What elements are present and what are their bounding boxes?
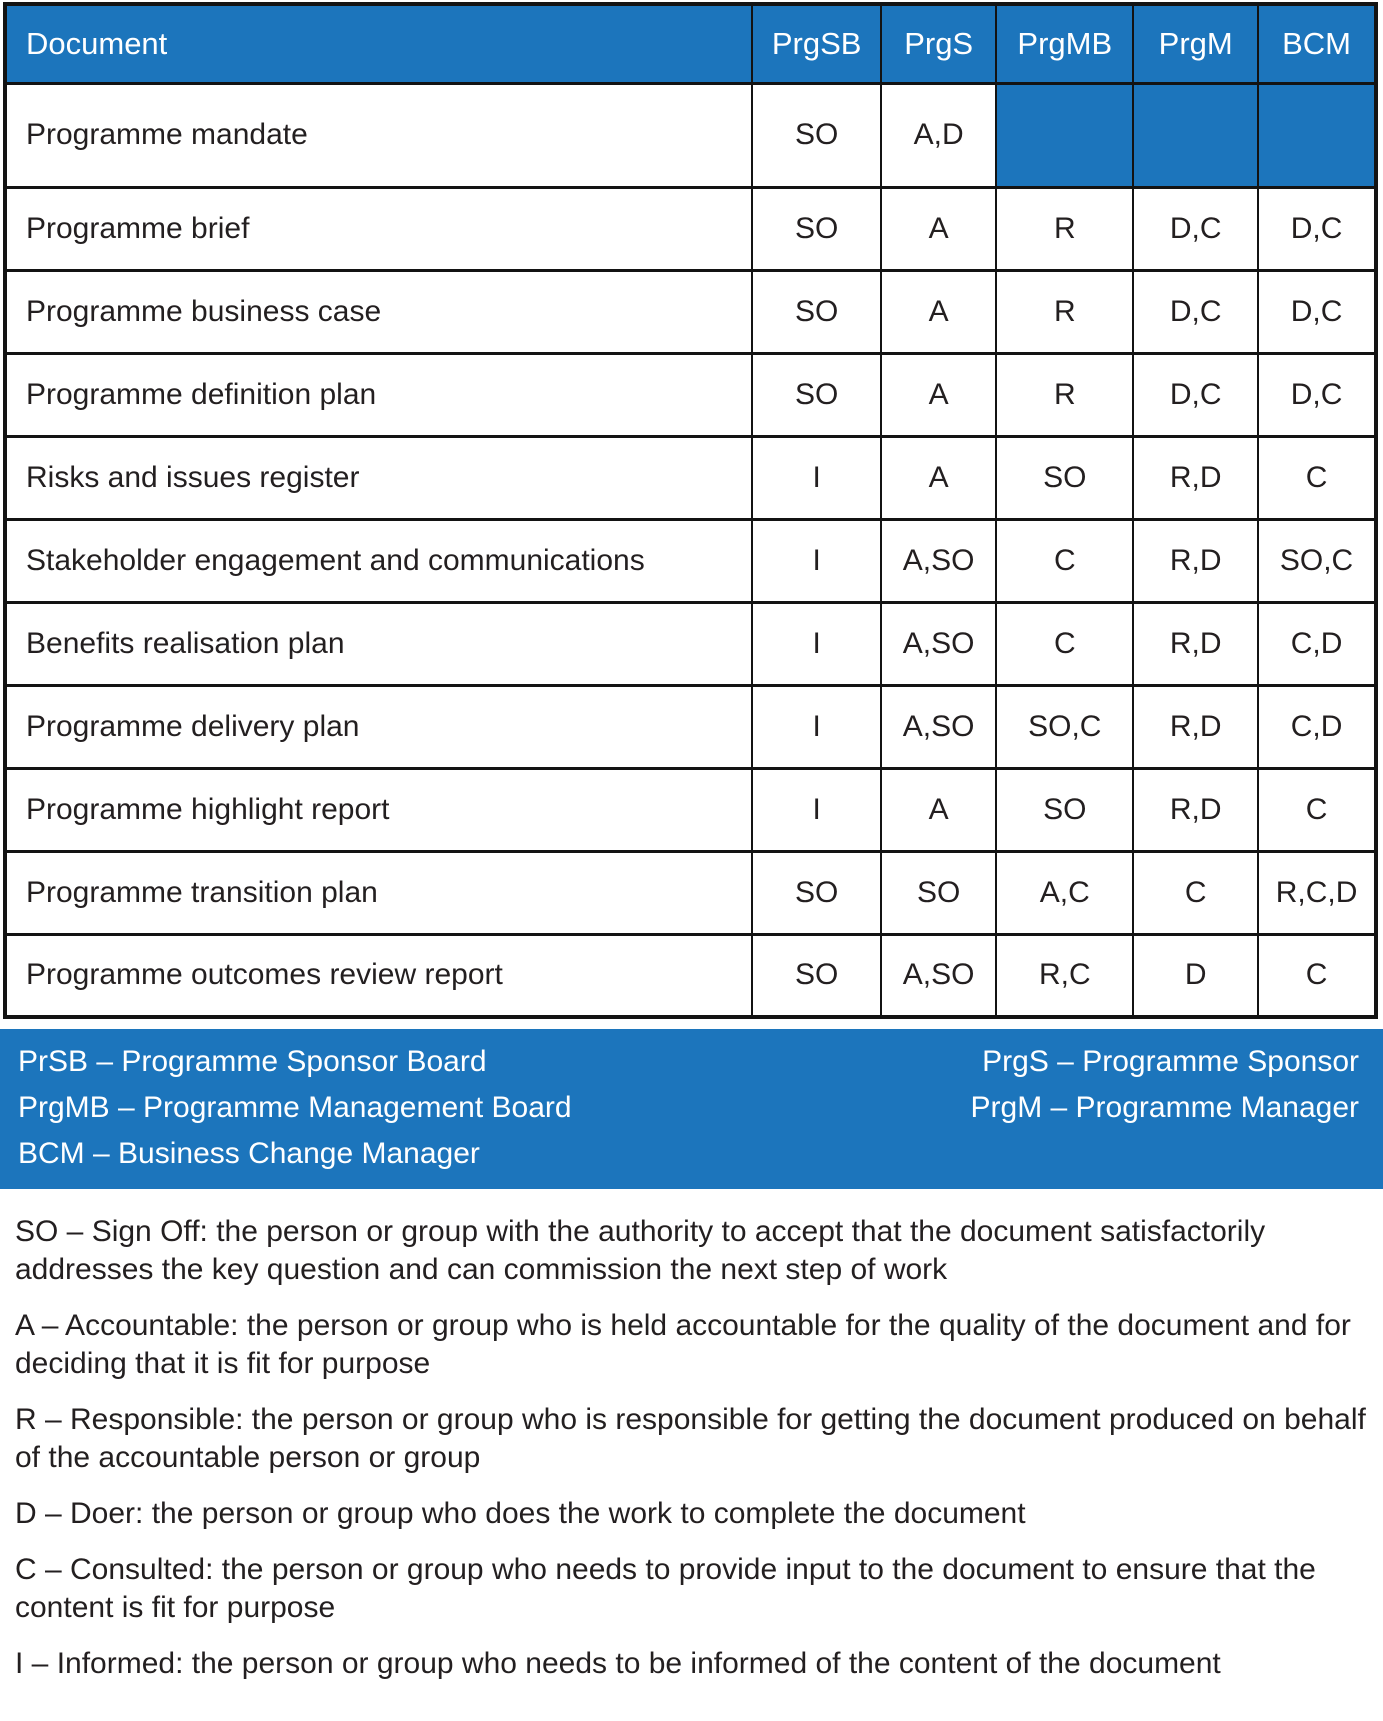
column-header-2: PrgS (881, 4, 996, 83)
filled-cell (1258, 83, 1376, 187)
raci-cell: D,C (1133, 187, 1258, 270)
definition-paragraph: D – Doer: the person or group who does the work to complete the document (15, 1497, 1026, 1530)
raci-cell: R,C,D (1258, 851, 1376, 934)
raci-cell: D,C (1258, 187, 1376, 270)
column-header-3: PrgMB (996, 4, 1133, 83)
raci-cell: C (1258, 768, 1376, 851)
column-header-5: BCM (1258, 4, 1376, 83)
table-row (5, 934, 1376, 1017)
raci-cell: C,D (1258, 602, 1376, 685)
raci-cell: SO,C (996, 685, 1133, 768)
document-cell: Programme outcomes review report (5, 934, 752, 1017)
raci-cell: C (996, 519, 1133, 602)
raci-cell: A (881, 270, 996, 353)
raci-cell: A,SO (881, 519, 996, 602)
raci-cell: I (752, 685, 881, 768)
raci-cell: D,C (1258, 270, 1376, 353)
raci-cell: SO (752, 851, 881, 934)
definition-paragraph: SO – Sign Off: the person or group with the authority to accept that the document satisfactorily addresses the key question and can commission the next step of work (15, 1215, 1266, 1286)
raci-cell: R (996, 270, 1133, 353)
raci-cell: R,D (1133, 685, 1258, 768)
raci-cell: A (881, 187, 996, 270)
column-header-1: PrgSB (752, 4, 881, 83)
raci-cell: SO (881, 851, 996, 934)
table-row (5, 602, 1376, 685)
raci-cell: I (752, 768, 881, 851)
raci-cell: R,D (1133, 602, 1258, 685)
table-row (5, 768, 1376, 851)
raci-cell: D,C (1258, 353, 1376, 436)
table-row (5, 83, 1376, 187)
table-row (5, 187, 1376, 270)
raci-cell: D,C (1133, 353, 1258, 436)
filled-cell (1133, 83, 1258, 187)
raci-cell: R (996, 353, 1133, 436)
definition-paragraph: I – Informed: the person or group who needs to be informed of the content of the document (15, 1647, 1221, 1680)
legend-item: BCM – Business Change Manager (18, 1137, 480, 1170)
document-cell: Programme business case (5, 270, 752, 353)
table-body (5, 83, 1376, 1017)
table-row (5, 685, 1376, 768)
raci-cell: A (881, 436, 996, 519)
document-cell: Programme transition plan (5, 851, 752, 934)
raci-cell: A,D (881, 83, 996, 187)
column-header-4: PrgM (1133, 4, 1258, 83)
legend-box (0, 1029, 1383, 1189)
raci-cell: R,D (1133, 519, 1258, 602)
raci-cell: SO (996, 436, 1133, 519)
raci-cell: SO (752, 187, 881, 270)
raci-cell: SO (996, 768, 1133, 851)
document-cell: Programme highlight report (5, 768, 752, 851)
raci-cell: A,SO (881, 934, 996, 1017)
column-header-0: Document (5, 4, 752, 83)
document-cell: Programme definition plan (5, 353, 752, 436)
raci-cell: SO (752, 353, 881, 436)
table-row (5, 519, 1376, 602)
header-row (5, 4, 1376, 83)
filled-cell (996, 83, 1133, 187)
legend-left-column (18, 1039, 572, 1177)
raci-cell: I (752, 602, 881, 685)
document-cell: Programme delivery plan (5, 685, 752, 768)
raci-cell: SO,C (1258, 519, 1376, 602)
raci-cell: C (1258, 934, 1376, 1017)
raci-cell: SO (752, 83, 881, 187)
legend-right-column (971, 1039, 1359, 1177)
document-cell: Risks and issues register (5, 436, 752, 519)
raci-cell: R,D (1133, 436, 1258, 519)
raci-cell: SO (752, 934, 881, 1017)
table-row (5, 353, 1376, 436)
raci-cell: A (881, 353, 996, 436)
document-cell: Programme mandate (5, 83, 752, 187)
raci-cell: A,C (996, 851, 1133, 934)
raci-cell: R (996, 187, 1133, 270)
raci-cell: A (881, 768, 996, 851)
table-row (5, 436, 1376, 519)
raci-cell: A,SO (881, 685, 996, 768)
table-header (5, 4, 1376, 83)
raci-cell: SO (752, 270, 881, 353)
raci-cell: D,C (1133, 270, 1258, 353)
definition-paragraph: C – Consulted: the person or group who needs to provide input to the document to ensure that the content is fit for purpose (15, 1553, 1316, 1624)
legend-item: PrSB – Programme Sponsor Board (18, 1045, 487, 1078)
raci-cell: C (996, 602, 1133, 685)
definitions-section (0, 1189, 1383, 1683)
raci-cell: C (1133, 851, 1258, 934)
raci-cell: D (1133, 934, 1258, 1017)
raci-cell: I (752, 519, 881, 602)
document-cell: Benefits realisation plan (5, 602, 752, 685)
legend-item: PrgS – Programme Sponsor (982, 1045, 1359, 1078)
definition-paragraph: R – Responsible: the person or group who is responsible for getting the document produced on behalf of the accountable person or group (15, 1403, 1366, 1474)
table-row (5, 851, 1376, 934)
raci-cell: C (1258, 436, 1376, 519)
raci-cell: R,D (1133, 768, 1258, 851)
document-cell: Stakeholder engagement and communications (5, 519, 752, 602)
definition-paragraph: A – Accountable: the person or group who is held accountable for the quality of the document and for deciding that it is fit for purpose (15, 1309, 1351, 1380)
table-row (5, 270, 1376, 353)
raci-table (3, 2, 1378, 1019)
raci-cell: R,C (996, 934, 1133, 1017)
raci-cell: A,SO (881, 602, 996, 685)
raci-cell: C,D (1258, 685, 1376, 768)
raci-cell: I (752, 436, 881, 519)
document-cell: Programme brief (5, 187, 752, 270)
legend-item: PrgM – Programme Manager (970, 1091, 1359, 1124)
legend-item: PrgMB – Programme Management Board (18, 1091, 572, 1124)
